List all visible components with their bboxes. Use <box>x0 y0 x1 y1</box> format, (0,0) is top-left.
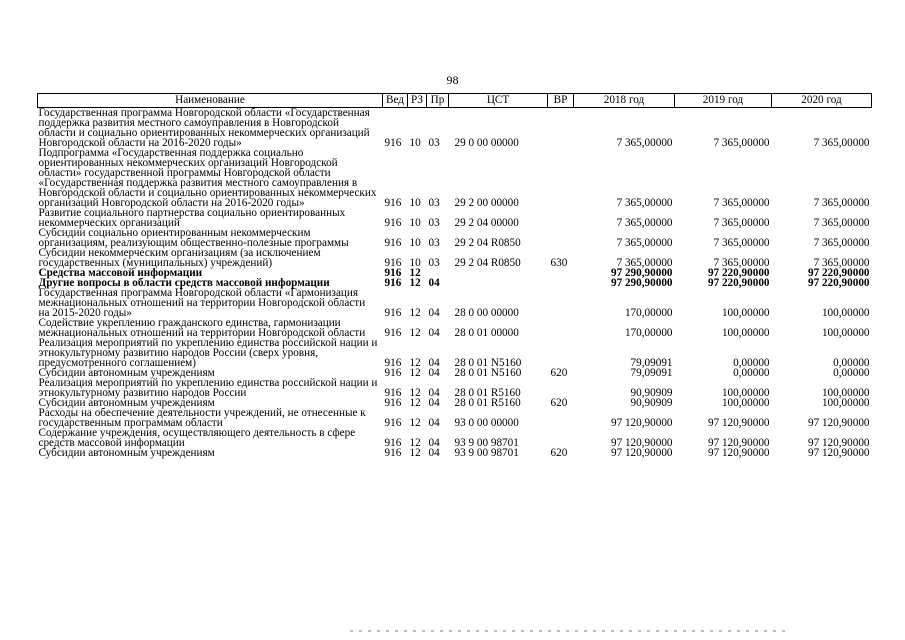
cell-vr: 630 <box>550 257 568 269</box>
cell-cst: 28 0 01 N5160 <box>454 357 522 369</box>
cell-pr: 04 <box>428 417 440 429</box>
cell-rz: 12 <box>409 327 421 339</box>
cell-vr <box>548 428 574 448</box>
cell-y2020: 100,00000 <box>821 327 870 339</box>
table-row <box>38 428 872 448</box>
cell-y2018: 7 365,00000 <box>616 237 673 249</box>
cell-y2020: 100,00000 <box>821 397 870 409</box>
cell-y2018: 7 365,00000 <box>616 137 673 149</box>
cell-cst: 93 9 00 98701 <box>454 437 519 449</box>
cell-vr <box>548 318 574 338</box>
cell-cst: 28 0 01 R5160 <box>454 387 521 399</box>
cell-y2019: 97 220,90000 <box>707 277 770 289</box>
cell-ved: 916 <box>384 357 402 369</box>
cell-y2018: 97 290,90000 <box>610 277 673 289</box>
budget-table <box>37 93 872 458</box>
cell-rz: 10 <box>409 137 421 149</box>
cell-name: Государственная программа Новгородской области «Государственная поддержка развития местного самоуправления в Новгородской области и социально ориентированных некоммерческих организаций Новгородской области на 2016-2020 годы» <box>38 107 370 149</box>
cell-cst: 29 2 04 R0850 <box>454 257 521 269</box>
cell-y2019: 7 365,00000 <box>713 197 770 209</box>
cell-y2020: 0,00000 <box>833 357 870 369</box>
cell-cst <box>449 268 548 278</box>
cell-y2018: 90,90909 <box>630 387 673 399</box>
table-row <box>38 148 872 208</box>
cell-pr: 04 <box>428 327 440 339</box>
cell-ved: 916 <box>384 327 402 339</box>
header-vr: ВР <box>548 94 574 108</box>
cell-cst <box>449 278 548 288</box>
cell-ved: 916 <box>384 197 402 209</box>
header-pr: Пр <box>427 94 449 108</box>
cell-y2020: 7 365,00000 <box>813 217 870 229</box>
header-cst: ЦСТ <box>449 94 548 108</box>
cell-pr: 04 <box>428 437 440 449</box>
cell-y2018: 170,00000 <box>624 327 673 339</box>
table-row <box>38 378 872 398</box>
cell-rz: 10 <box>409 237 421 249</box>
cell-y2018: 97 120,90000 <box>610 417 673 429</box>
cell-y2018: 97 120,90000 <box>610 447 673 459</box>
cell-cst: 93 9 00 98701 <box>454 447 519 459</box>
cell-y2018: 90,90909 <box>630 397 673 409</box>
cell-y2020: 97 120,90000 <box>807 417 870 429</box>
cell-cst: 93 0 00 00000 <box>454 417 519 429</box>
cell-vr: 620 <box>550 447 568 459</box>
cell-vr: 620 <box>550 367 568 379</box>
cell-cst: 29 0 00 00000 <box>454 137 519 149</box>
cell-name: Подпрограмма «Государственная поддержка социально ориентированных некоммерческих организаций Новгородской области» государственной программы Новгородской области «Государственная поддержка развития местного самоуправления в Новгородской области и социально ориентированных некоммерческих организаций Новгородской области на 2016-2020 годы» <box>38 147 377 209</box>
cell-rz: 10 <box>409 197 421 209</box>
cell-pr: 04 <box>428 447 440 459</box>
cell-y2019: 7 365,00000 <box>713 237 770 249</box>
cell-ved: 916 <box>384 237 402 249</box>
cell-y2018: 79,09091 <box>630 357 673 369</box>
cell-ved: 916 <box>384 307 402 319</box>
cell-name: Субсидии некоммерческим организациям (за исключением государственных (муниципальных) учреждений) <box>38 247 321 269</box>
cell-cst: 29 2 04 00000 <box>454 217 519 229</box>
cell-vr <box>548 228 574 248</box>
table-row <box>38 228 872 248</box>
cell-ved: 916 <box>384 217 402 229</box>
cell-y2019: 7 365,00000 <box>713 257 770 269</box>
table-row <box>38 208 872 228</box>
cell-name: Содержание учреждения, осуществляющего деятельность в сфере средств массовой информации <box>38 427 356 449</box>
cell-name: Реализация мероприятий по укреплению единства российской нации и этнокультурному развитию народов России <box>38 377 378 399</box>
table-row <box>38 248 872 268</box>
cell-vr <box>548 208 574 228</box>
cell-rz: 12 <box>409 277 421 289</box>
cell-y2018: 97 120,90000 <box>610 437 673 449</box>
cell-cst: 29 2 04 R0850 <box>454 237 521 249</box>
cell-cst: 28 0 00 00000 <box>454 307 519 319</box>
cell-y2019: 100,00000 <box>721 307 770 319</box>
cell-ved: 916 <box>384 267 402 279</box>
cell-ved: 916 <box>384 137 402 149</box>
cell-y2020: 7 365,00000 <box>813 197 870 209</box>
cell-y2019: 97 120,90000 <box>707 437 770 449</box>
cell-ved: 916 <box>384 437 402 449</box>
cell-ved: 916 <box>384 367 402 379</box>
cell-pr: 03 <box>428 137 440 149</box>
cell-y2019: 0,00000 <box>733 367 770 379</box>
cell-y2020: 97 120,90000 <box>807 437 870 449</box>
cell-y2020: 97 220,90000 <box>807 267 870 279</box>
cell-y2019: 97 120,90000 <box>707 417 770 429</box>
cell-pr: 03 <box>428 257 440 269</box>
cell-name: Другие вопросы в области средств массовой информации <box>38 277 330 289</box>
cell-pr: 04 <box>428 367 440 379</box>
cell-y2018: 79,09091 <box>630 367 673 379</box>
cell-name: Субсидии автономным учреждениям <box>38 397 215 409</box>
scan-artifact <box>350 630 790 632</box>
cell-vr <box>548 108 574 149</box>
cell-ved: 916 <box>384 397 402 409</box>
cell-rz: 12 <box>409 357 421 369</box>
cell-y2019: 97 220,90000 <box>707 267 770 279</box>
table-row <box>38 448 872 458</box>
cell-name: Государственная программа Новгородской области «Гармонизация межнациональных отношений на территории Новгородской области на 2015-2020 годы» <box>38 287 366 319</box>
cell-cst: 28 0 01 00000 <box>454 327 519 339</box>
header-2018: 2018 год <box>574 94 675 108</box>
cell-pr: 04 <box>428 277 440 289</box>
cell-name: Средства массовой информации <box>38 267 203 279</box>
cell-y2019: 7 365,00000 <box>713 217 770 229</box>
table-body <box>38 108 872 459</box>
cell-cst: 28 0 01 N5160 <box>454 367 522 379</box>
cell-name: Содействие укреплению гражданского единства, гармонизации межнациональных отношений на территории Новгородской области <box>38 317 366 339</box>
header-2020: 2020 год <box>772 94 872 108</box>
cell-name: Субсидии социально ориентированным некоммерческим организациям, реализующим общественно-полезные программы <box>38 227 349 249</box>
header-ved: Вед <box>383 94 408 108</box>
cell-vr <box>548 288 574 318</box>
cell-y2020: 97 120,90000 <box>807 447 870 459</box>
cell-pr: 03 <box>428 217 440 229</box>
cell-rz: 12 <box>409 397 421 409</box>
cell-vr <box>548 338 574 368</box>
table-header <box>38 94 872 108</box>
cell-cst: 29 2 00 00000 <box>454 197 519 209</box>
cell-vr <box>548 378 574 398</box>
cell-name: Развитие социального партнерства социально ориентированных некоммерческих организаций <box>38 207 346 229</box>
cell-y2020: 0,00000 <box>833 367 870 379</box>
cell-y2018: 7 365,00000 <box>616 257 673 269</box>
cell-pr: 04 <box>428 307 440 319</box>
cell-ved: 916 <box>384 387 402 399</box>
cell-rz: 12 <box>409 387 421 399</box>
cell-y2019: 7 365,00000 <box>713 137 770 149</box>
cell-vr <box>548 408 574 428</box>
cell-rz: 12 <box>409 367 421 379</box>
cell-y2020: 7 365,00000 <box>813 237 870 249</box>
cell-rz: 12 <box>409 417 421 429</box>
cell-y2019: 100,00000 <box>721 397 770 409</box>
header-name: Наименование <box>38 94 383 108</box>
cell-vr: 620 <box>550 397 568 409</box>
table-row <box>38 318 872 338</box>
cell-y2018: 170,00000 <box>624 307 673 319</box>
cell-name: Субсидии автономным учреждениям <box>38 367 215 379</box>
cell-pr: 03 <box>428 237 440 249</box>
cell-name: Субсидии автономным учреждениям <box>38 447 215 459</box>
cell-y2019: 100,00000 <box>721 327 770 339</box>
cell-ved: 916 <box>384 257 402 269</box>
header-2019: 2019 год <box>675 94 772 108</box>
cell-name: Реализация мероприятий по укреплению единства российской нации и этнокультурному развитию народов России (сверх уровня, предусмотренного соглашением) <box>38 337 378 369</box>
table-row <box>38 288 872 318</box>
cell-ved: 916 <box>384 447 402 459</box>
table-row <box>38 108 872 149</box>
table-row <box>38 338 872 368</box>
cell-y2020: 7 365,00000 <box>813 137 870 149</box>
cell-y2019: 97 120,90000 <box>707 447 770 459</box>
cell-pr: 04 <box>428 387 440 399</box>
cell-y2019: 100,00000 <box>721 387 770 399</box>
cell-ved: 916 <box>384 417 402 429</box>
cell-vr <box>548 268 574 278</box>
cell-rz: 12 <box>409 437 421 449</box>
cell-pr: 04 <box>428 397 440 409</box>
cell-name: Расходы на обеспечение деятельности учреждений, не отнесенные к государственным программам области <box>38 407 366 429</box>
cell-y2020: 100,00000 <box>821 387 870 399</box>
cell-y2020: 97 220,90000 <box>807 277 870 289</box>
cell-y2020: 7 365,00000 <box>813 257 870 269</box>
cell-y2019: 0,00000 <box>733 357 770 369</box>
cell-rz: 10 <box>409 217 421 229</box>
cell-vr <box>548 278 574 288</box>
cell-y2018: 7 365,00000 <box>616 217 673 229</box>
cell-y2018: 97 290,90000 <box>610 267 673 279</box>
cell-vr <box>548 148 574 208</box>
cell-y2018: 7 365,00000 <box>616 197 673 209</box>
cell-rz: 12 <box>409 307 421 319</box>
table-row <box>38 408 872 428</box>
cell-ved: 916 <box>384 277 402 289</box>
cell-pr: 03 <box>428 197 440 209</box>
header-rz: РЗ <box>408 94 427 108</box>
page-number: 98 <box>446 73 459 87</box>
cell-pr: 04 <box>428 357 440 369</box>
cell-rz: 12 <box>409 447 421 459</box>
cell-rz: 12 <box>409 267 421 279</box>
cell-rz: 10 <box>409 257 421 269</box>
cell-cst: 28 0 01 R5160 <box>454 397 521 409</box>
cell-y2020: 100,00000 <box>821 307 870 319</box>
